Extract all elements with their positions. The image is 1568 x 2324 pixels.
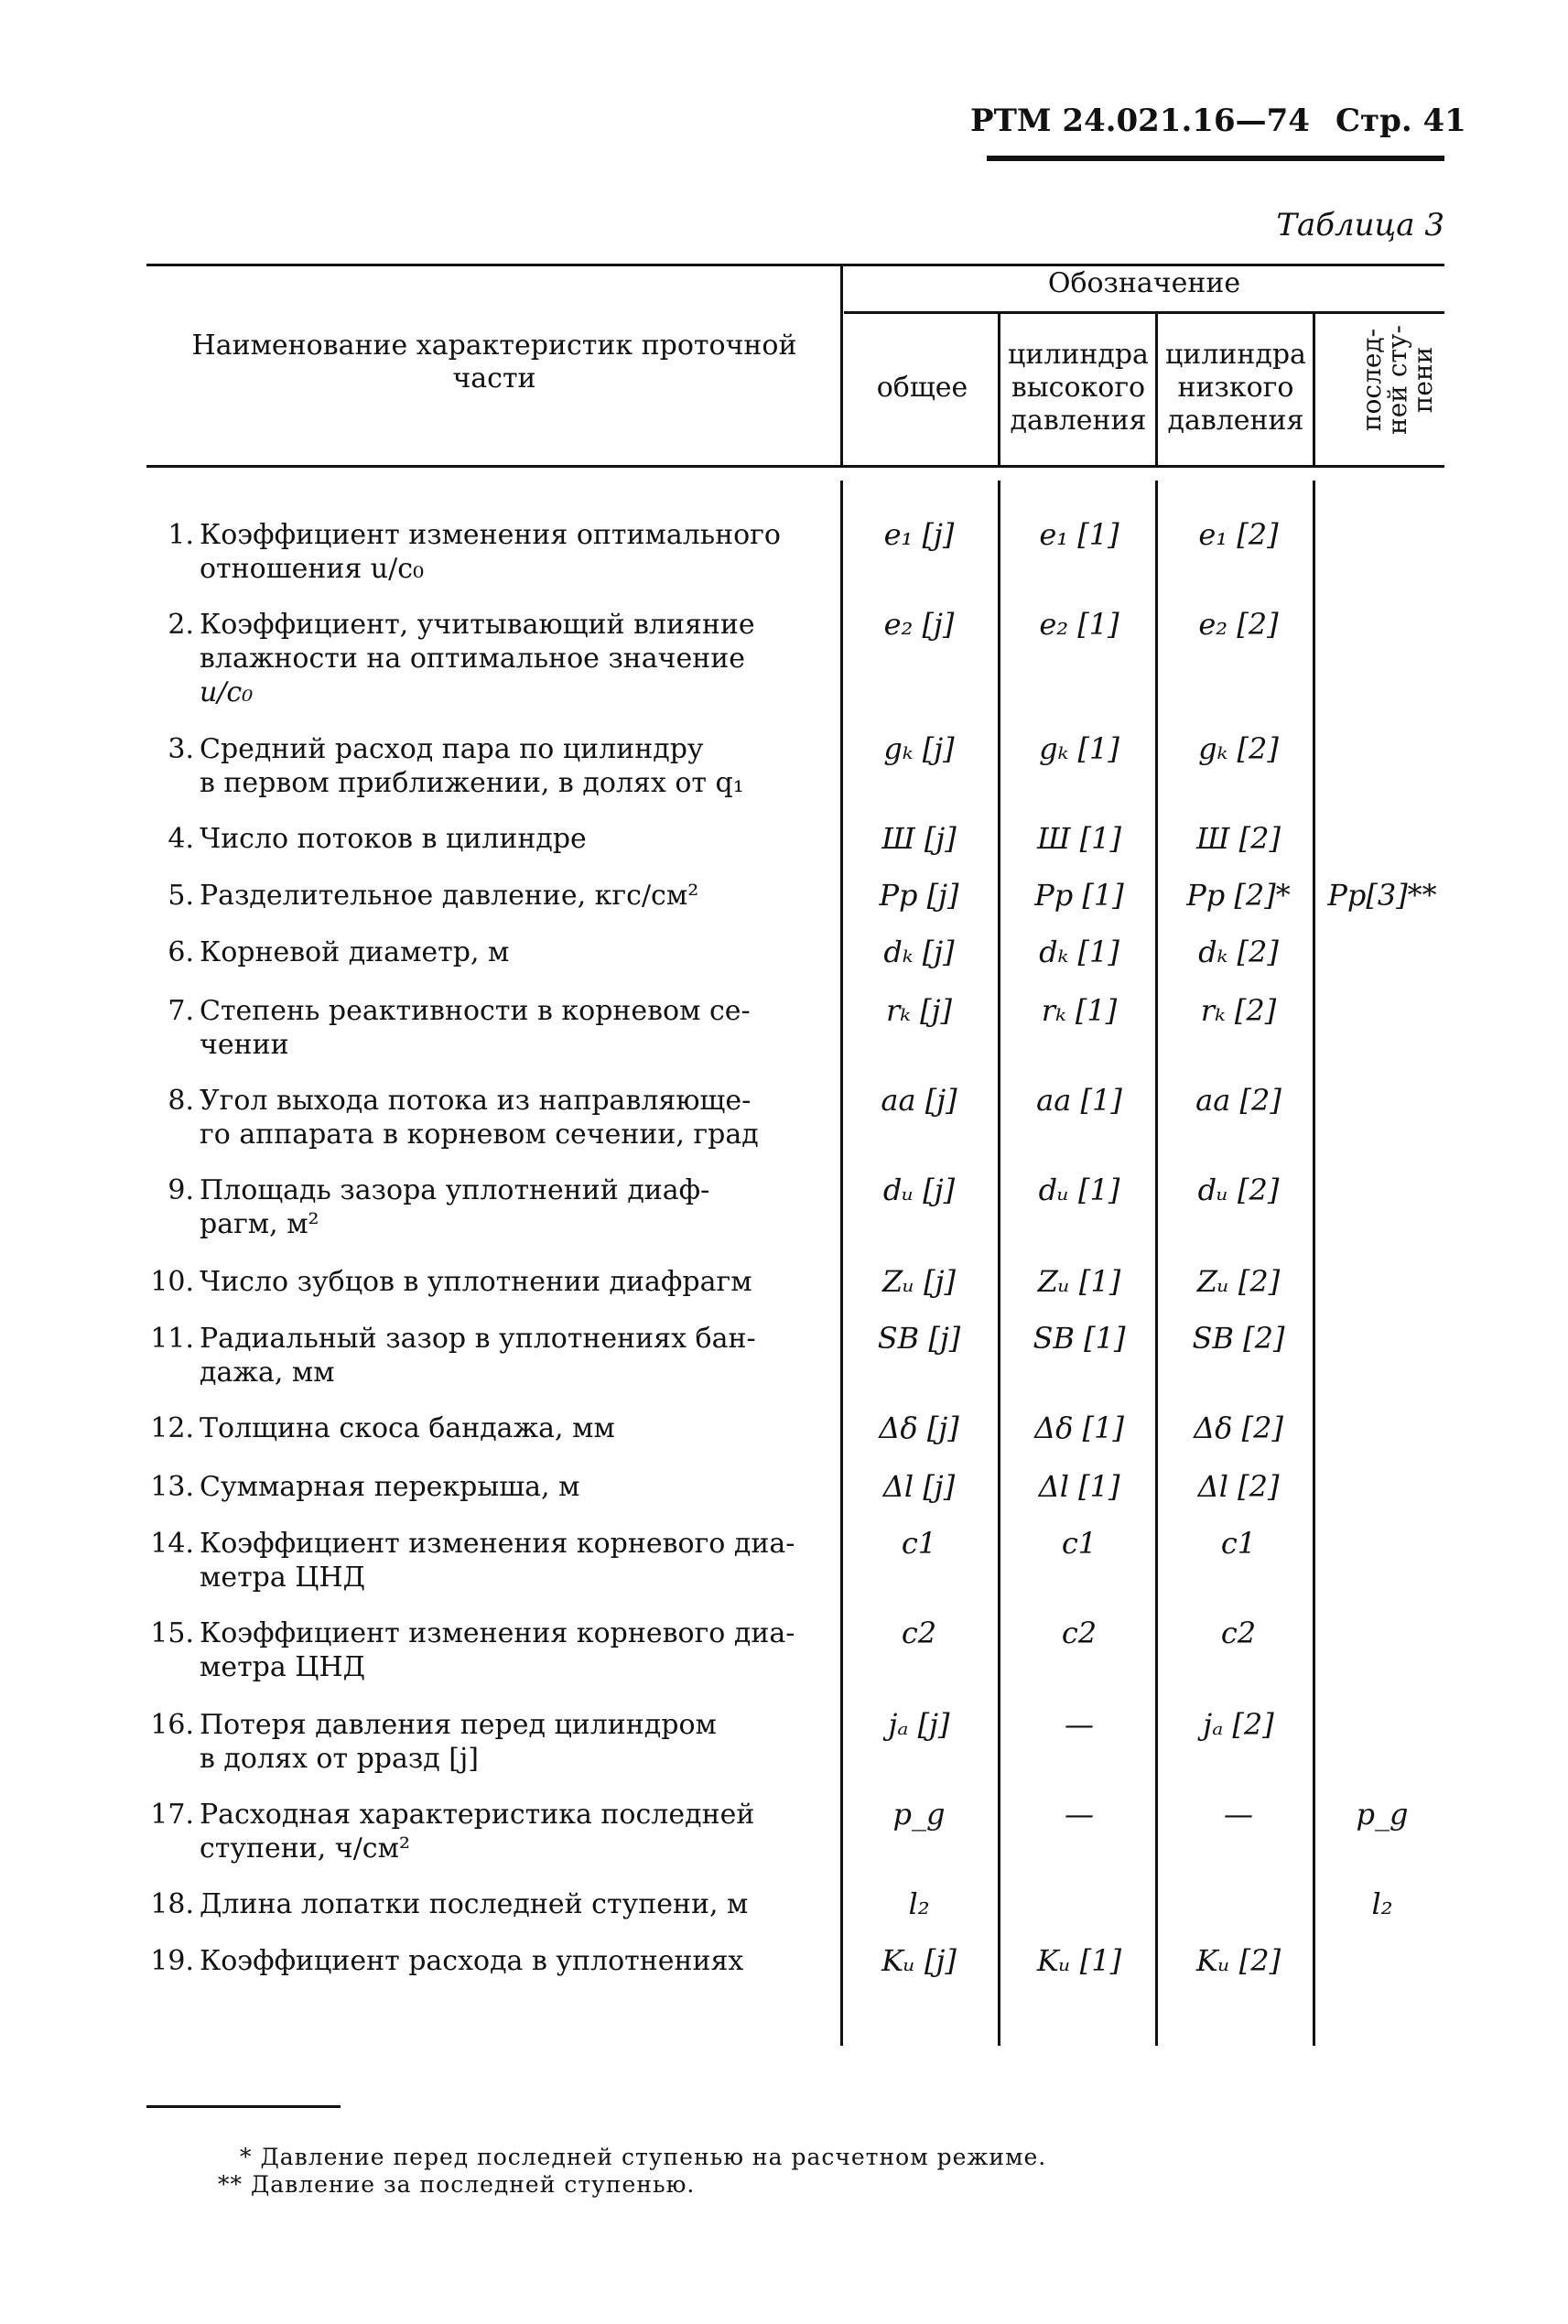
table-top-rule: [146, 264, 1444, 266]
col-head-designation: Обозначение: [1047, 267, 1241, 299]
cell-lp: gₖ [2]: [1198, 731, 1279, 766]
table-row: [146, 1084, 1444, 1157]
row-label-cont: рагм, м²: [200, 1208, 319, 1240]
row-label: Степень реактивности в корневом се-: [200, 995, 751, 1027]
row-label-cont: влажности на оптимальное значение: [200, 643, 746, 675]
cell-hp: aa [1]: [1036, 1083, 1122, 1118]
cell-general: e₂ [j]: [883, 607, 955, 642]
cell-general: gₖ [j]: [883, 731, 955, 766]
cell-hp: Δδ [1]: [1034, 1411, 1124, 1445]
row-label: Длина лопатки последней ступени, м: [200, 1888, 749, 1920]
cell-lp: Zᵤ [2]: [1196, 1264, 1281, 1299]
cell-general: Ш [j]: [881, 821, 957, 856]
cell-general: c2: [901, 1616, 937, 1650]
cell-hp: rₖ [1]: [1041, 993, 1118, 1028]
table-row: [146, 732, 1444, 805]
col-head-name: Наименование характеристик проточной части: [191, 330, 797, 395]
row-label: Площадь зазора уплотнений диаф-: [200, 1174, 710, 1206]
cell-general: Δδ [j]: [879, 1411, 959, 1445]
table-row: [146, 1322, 1444, 1395]
row-label-cont: u/c₀: [200, 676, 254, 708]
cell-lp: Δl [2]: [1197, 1469, 1280, 1504]
page-header: [970, 103, 1466, 139]
cell-hp: e₂ [1]: [1039, 607, 1119, 642]
footnote-rule: [146, 2105, 341, 2108]
cell-general: p_g: [892, 1797, 946, 1832]
table-row: [146, 1616, 1444, 1690]
cell-general: Pp [j]: [879, 878, 959, 913]
cell-hp: Pp [1]: [1034, 878, 1124, 913]
col-head-last: послед- ней сту- пени: [1357, 325, 1438, 435]
row-label-cont: в первом приближении, в долях от q₁: [200, 767, 744, 799]
table-row: [146, 607, 1444, 708]
cell-general: e₁ [j]: [883, 517, 955, 552]
cell-hp: —: [1065, 1797, 1094, 1832]
row-label: Корневой диаметр, м: [200, 936, 510, 968]
row-label: Коэффициент, учитывающий влияние: [200, 609, 755, 641]
cell-lp: dᵤ [2]: [1197, 1173, 1280, 1207]
col-divider-hp-head: [1155, 311, 1158, 465]
cell-hp: dᵤ [1]: [1038, 1173, 1120, 1207]
row-label-cont: отношения u/c₀: [200, 553, 425, 585]
row-label: Радиальный зазор в уплотнениях бан-: [200, 1323, 756, 1355]
cell-general: Zᵤ [j]: [881, 1264, 957, 1299]
table-row: [146, 1944, 1444, 2017]
cell-general: c1: [901, 1526, 937, 1561]
cell-lp: e₁ [2]: [1198, 517, 1279, 552]
cell-hp: c1: [1061, 1526, 1098, 1561]
row-label-cont: ступени, ч/см²: [200, 1832, 410, 1865]
cell-lp: —: [1224, 1797, 1253, 1832]
table-caption: Таблица 3: [1276, 207, 1444, 243]
cell-hp: gₖ [1]: [1039, 731, 1119, 766]
row-label: Суммарная перекрыша, м: [200, 1471, 580, 1503]
cell-lp: jₐ [2]: [1203, 1707, 1274, 1742]
row-label-cont: дажа, мм: [200, 1357, 335, 1389]
row-label: Потеря давления перед цилиндром: [200, 1709, 717, 1741]
cell-hp: dₖ [1]: [1039, 935, 1119, 969]
row-number: 9.: [168, 1174, 194, 1206]
cell-general: dₖ [j]: [883, 935, 955, 969]
cell-hp: Ш [1]: [1036, 821, 1121, 856]
row-label: Коэффициент изменения корневого диа-: [200, 1528, 795, 1560]
cell-general: dᵤ [j]: [882, 1173, 956, 1207]
cell-lp: Ш [2]: [1195, 821, 1281, 856]
header-bottom-rule: [146, 465, 1444, 468]
cell-general: aa [j]: [881, 1083, 957, 1118]
row-number: 11.: [150, 1323, 194, 1355]
row-number: 10.: [150, 1266, 194, 1298]
row-number: 6.: [168, 936, 194, 968]
row-number: 4.: [168, 823, 194, 855]
table-row: [146, 1173, 1444, 1247]
row-label: Коэффициент изменения оптимального: [200, 519, 781, 551]
row-label-cont: метра ЦНД: [200, 1651, 366, 1683]
table-row: [146, 1708, 1444, 1781]
designation-subrule: [844, 311, 1444, 314]
cell-general: rₖ [j]: [885, 993, 953, 1028]
footnote-2: ** Давление за последней ступенью.: [218, 2171, 696, 2198]
row-label: Угол выхода потока из направляюще-: [200, 1085, 752, 1117]
cell-hp: —: [1065, 1707, 1094, 1742]
row-number: 19.: [150, 1945, 194, 1977]
cell-last: p_g: [1356, 1797, 1409, 1832]
row-number: 14.: [150, 1528, 194, 1560]
cell-general: SB [j]: [877, 1321, 961, 1356]
row-number: 17.: [150, 1799, 194, 1831]
row-number: 3.: [168, 733, 194, 765]
table-row: [146, 1798, 1444, 1871]
row-label: Расходная характеристика последней: [200, 1799, 755, 1831]
cell-general: l₂: [908, 1886, 930, 1921]
cell-lp: c2: [1220, 1616, 1257, 1650]
row-label: Число зубцов в уплотнении диафрагм: [200, 1266, 752, 1298]
cell-general: jₐ [j]: [888, 1707, 950, 1742]
col-divider-name: [840, 264, 843, 465]
row-label: Разделительное давление, кгс/см²: [200, 880, 699, 912]
cell-lp: rₖ [2]: [1200, 993, 1277, 1028]
row-label-cont: метра ЦНД: [200, 1562, 366, 1594]
cell-last: l₂: [1371, 1886, 1393, 1921]
cell-lp: aa [2]: [1195, 1083, 1281, 1118]
cell-lp: Pp [2]*: [1186, 878, 1291, 913]
col-head-hp: цилиндра высокого давления: [1008, 339, 1149, 437]
row-label-cont: чении: [200, 1029, 289, 1061]
cell-lp: SB [2]: [1192, 1321, 1285, 1356]
row-number: 16.: [150, 1709, 194, 1741]
cell-general: Δl [j]: [882, 1469, 956, 1504]
row-label: Толщина скоса бандажа, мм: [200, 1412, 615, 1444]
cell-hp: Δl [1]: [1038, 1469, 1120, 1504]
row-label-cont: го аппарата в корневом сечении, град: [200, 1119, 759, 1151]
cell-lp: Δδ [2]: [1194, 1411, 1283, 1445]
row-number: 12.: [150, 1412, 194, 1444]
cell-last: Pp[3]**: [1327, 878, 1437, 913]
col-head-lp: цилиндра низкого давления: [1165, 339, 1306, 437]
document-code: РТМ 24.021.16—74: [970, 103, 1310, 139]
row-number: 1.: [168, 519, 194, 551]
row-label: Коэффициент расхода в уплотнениях: [200, 1945, 744, 1977]
cell-hp: e₁ [1]: [1039, 517, 1119, 552]
row-number: 18.: [150, 1888, 194, 1920]
cell-lp: Kᵤ [2]: [1195, 1943, 1281, 1978]
row-number: 7.: [168, 995, 194, 1027]
table-row: [146, 1527, 1444, 1600]
header-rule: [987, 156, 1444, 161]
row-number: 8.: [168, 1085, 194, 1117]
row-number: 5.: [168, 880, 194, 912]
cell-hp: Zᵤ [1]: [1037, 1264, 1121, 1299]
page-number: Стр. 41: [1335, 103, 1466, 139]
cell-hp: c2: [1061, 1616, 1098, 1650]
row-label: Коэффициент изменения корневого диа-: [200, 1617, 795, 1649]
cell-hp: SB [1]: [1033, 1321, 1126, 1356]
cell-lp: c1: [1220, 1526, 1257, 1561]
cell-hp: Kᵤ [1]: [1036, 1943, 1122, 1978]
col-divider-gen-head: [998, 311, 1000, 465]
cell-lp: dₖ [2]: [1198, 935, 1279, 969]
cell-lp: e₂ [2]: [1198, 607, 1279, 642]
cell-general: Kᵤ [j]: [881, 1943, 957, 1978]
footnote-1: * Давление перед последней ступенью на расчетном режиме.: [240, 2144, 1047, 2170]
col-head-general: общее: [876, 372, 968, 404]
row-number: 15.: [150, 1617, 194, 1649]
row-label: Число потоков в цилиндре: [200, 823, 587, 855]
row-number: 13.: [150, 1471, 194, 1503]
col-divider-lp-head: [1313, 311, 1315, 465]
row-label-cont: в долях от pразд [j]: [200, 1743, 479, 1775]
row-label: Средний расход пара по цилиндру: [200, 733, 704, 765]
row-number: 2.: [168, 609, 194, 641]
table-row: [146, 518, 1444, 591]
table-row: [146, 994, 1444, 1067]
